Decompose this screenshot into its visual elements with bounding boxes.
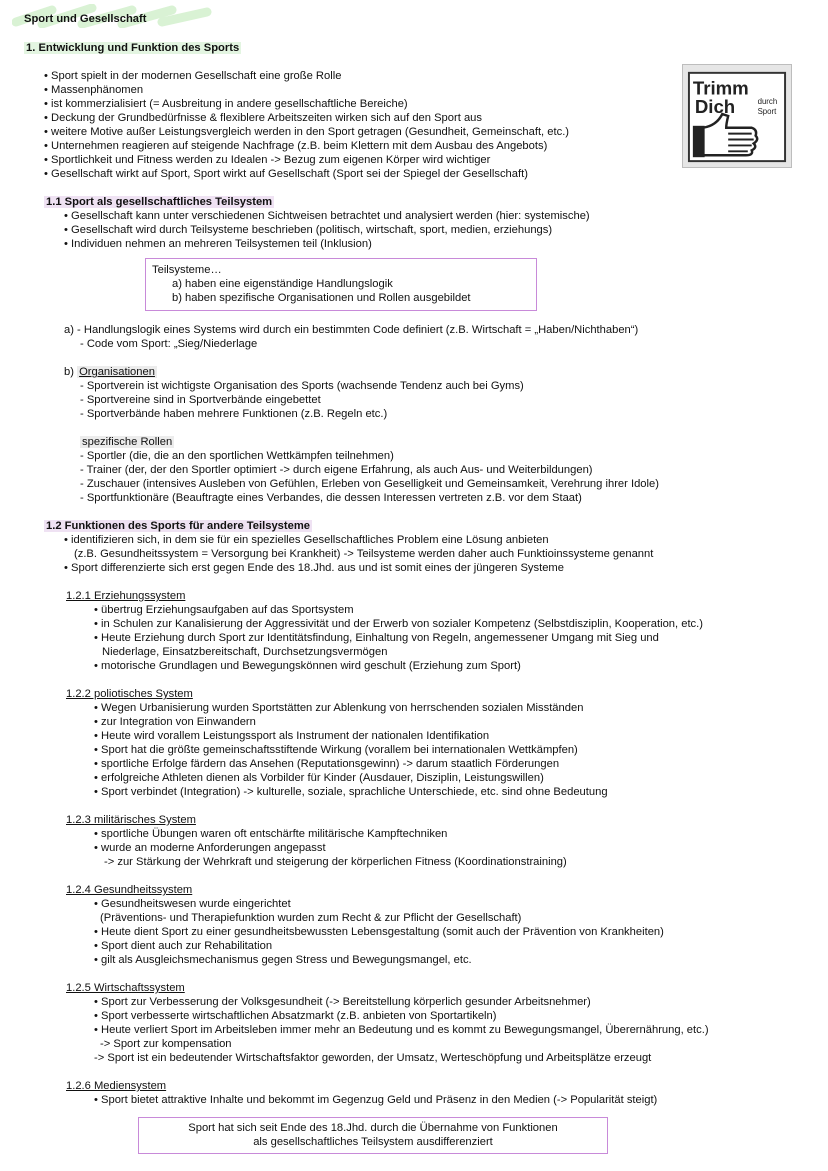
section-1-2-6-heading: 1.2.6 Mediensystem xyxy=(66,1080,167,1092)
section-1-1-heading xyxy=(44,195,274,209)
gesundheit-line: • Gesundheitswesen wurde eingerichtet xyxy=(94,898,291,910)
wirtschaft-line: -> Sport zur kompensation xyxy=(100,1038,232,1050)
section-1-1-bullet: • Gesellschaft wird durch Teilsysteme beschrieben (politisch, wirtschaft, sport, medien, erziehungs) xyxy=(64,224,553,236)
erziehung-line: • Heute Erziehung durch Sport zur Identitätsfindung, Einhaltung von Regeln, angemessener Umgang mit Sieg und xyxy=(94,632,659,644)
rolle-line: - Zuschauer (intensives Ausleben von Gefühlen, Erleben von Geselligkeit und Gemeinsamkeit, Verehrung ihrer Idole) xyxy=(80,478,659,490)
teilsysteme-box-line-b: b) haben spezifische Organisationen und Rollen ausgebildet xyxy=(172,292,471,304)
section-1-1-bullet: • Individuen nehmen an mehreren Teilsystemen teil (Inklusion) xyxy=(64,238,372,250)
section-1-bullet: • weitere Motive außer Leistungsvergleich werden in den Sport getragen (Gesundheit, Gemeinschaft, etc.) xyxy=(44,126,570,138)
gesundheit-line: • gilt als Ausgleichsmechanismus gegen Stress und Bewegungsmangel, etc. xyxy=(94,954,472,966)
rolle-line: - Sportfunktionäre (Beauftragte eines Verbandes, die dessen Interessen vertreten z.B. vor dem Staat) xyxy=(80,492,582,504)
section-1-2-1-heading: 1.2.1 Erziehungssystem xyxy=(66,590,186,602)
wirtschaft-line: • Sport verbesserte wirtschaftlichen Absatzmarkt (z.B. anbieten von Sportartikeln) xyxy=(94,1010,497,1022)
teilsysteme-box-line-a: a) haben eine eigenständige Handlungslogik xyxy=(172,278,393,290)
teilsysteme-box xyxy=(145,258,537,311)
rollen-heading-text: spezifische Rollen xyxy=(82,436,173,448)
erziehung-line: • übertrug Erziehungsaufgaben auf das Sportsystem xyxy=(94,604,354,616)
conclusion-line-2: als gesellschaftliches Teilsystem ausdifferenziert xyxy=(253,1136,493,1148)
politik-line: • erfolgreiche Athleten dienen als Vorbilder für Kinder (Ausdauer, Disziplin, Leistungswillen) xyxy=(94,772,544,784)
trimm-dich-logo xyxy=(682,64,792,168)
page-title: Sport und Gesellschaft xyxy=(24,13,147,25)
logo-word-1: Trimm xyxy=(692,77,749,99)
politik-line: • Wegen Urbanisierung wurden Sportstätten zur Ablenkung von herrschenden sozialen Misständen xyxy=(94,702,584,714)
handlungslogik-line: a) - Handlungslogik eines Systems wird durch ein bestimmten Code definiert (z.B. Wirtschaft = „Haben/Nichthaben“) xyxy=(64,324,639,336)
logo-word-2: Dich xyxy=(694,96,736,118)
section-1-1-bullet: • Gesellschaft kann unter verschiedenen Sichtweisen betrachtet und analysiert werden (hier: systemische) xyxy=(64,210,590,222)
section-1-heading xyxy=(24,41,241,55)
conclusion-box xyxy=(138,1117,608,1154)
section-1-heading-text: 1. Entwicklung und Funktion des Sports xyxy=(26,42,240,54)
wirtschaft-line: • Sport zur Verbesserung der Volksgesundheit (-> Bereitstellung körperlich gesunder Arbeitsnehmer) xyxy=(94,996,591,1008)
organisationen-heading-text: Organisationen xyxy=(79,366,155,378)
wirtschaft-line: • Heute verliert Sport im Arbeitsleben immer mehr an Bedeutung und es kommt zu Bewegungsmangel, Überernährung, etc.) xyxy=(94,1024,709,1036)
organisation-line: - Sportverein ist wichtigste Organisation des Sports (wachsende Tendenz auch bei Gyms) xyxy=(80,380,524,392)
gesundheit-line: • Heute dient Sport zu einer gesundheitsbewussten Lebensgestaltung (somit auch der Prävention von Krankheiten) xyxy=(94,926,664,938)
section-1-2-intro: • Sport differenzierte sich erst gegen Ende des 18.Jhd. aus und ist somit eines der jüngeren Systeme xyxy=(64,562,564,574)
organisation-line: - Sportverbände haben mehrere Funktionen (z.B. Regeln etc.) xyxy=(80,408,388,420)
militaer-line: -> zur Stärkung der Wehrkraft und steigerung der körperlichen Fitness (Koordinationstraining) xyxy=(104,856,567,868)
organisation-line: - Sportvereine sind in Sportverbände eingebettet xyxy=(80,394,321,406)
rolle-line: - Trainer (der, der den Sportler optimiert -> durch eigene Erfahrung, als auch Aus- und Weiterbildungen) xyxy=(80,464,593,476)
erziehung-line: • motorische Grundlagen und Bewegungskönnen wird geschult (Erziehung zum Sport) xyxy=(94,660,521,672)
organisationen-heading xyxy=(64,365,157,379)
section-1-2-5-heading: 1.2.5 Wirtschaftssystem xyxy=(66,982,185,994)
section-1-2-intro: • identifizieren sich, in dem sie für ein spezielles Gesellschaftliches Problem eine Lösung anbieten xyxy=(64,534,549,546)
logo-word-3: durch xyxy=(757,97,778,107)
medien-line: • Sport bietet attraktive Inhalte und bekommt im Gegenzug Geld und Präsenz in den Medien (-> Popularität steigt) xyxy=(94,1094,658,1106)
section-1-bullet: • Massenphänomen xyxy=(44,84,144,96)
section-1-2-2-heading: 1.2.2 poliotisches System xyxy=(66,688,193,700)
rollen-heading xyxy=(80,435,174,449)
militaer-line: • wurde an moderne Anforderungen angepasst xyxy=(94,842,326,854)
wirtschaft-line: -> Sport ist ein bedeutender Wirtschaftsfaktor geworden, der Umsatz, Werteschöpfung und Arbeitsplätze erzeugt xyxy=(94,1052,652,1064)
section-1-2-4-heading: 1.2.4 Gesundheitssystem xyxy=(66,884,193,896)
section-1-bullet: • ist kommerzialisiert (= Ausbreitung in andere gesellschaftliche Bereiche) xyxy=(44,98,408,110)
section-1-2-intro: (z.B. Gesundheitssystem = Versorgung bei Krankheit) -> Teilsysteme werden daher auch Funktioinssysteme genannt xyxy=(74,548,654,560)
section-1-2-heading xyxy=(44,519,312,533)
section-1-bullet: • Gesellschaft wirkt auf Sport, Sport wirkt auf Gesellschaft (Sport sei der Spiegel der Gesellschaft) xyxy=(44,168,528,180)
teilsysteme-box-title: Teilsysteme… xyxy=(152,264,222,276)
rolle-line: - Sportler (die, die an den sportlichen Wettkämpfen teilnehmen) xyxy=(80,450,394,462)
gesundheit-line: • Sport dient auch zur Rehabilitation xyxy=(94,940,273,952)
section-1-2-heading-text: 1.2 Funktionen des Sports für andere Teilsysteme xyxy=(46,520,311,532)
section-1-bullet: • Sport spielt in der modernen Gesellschaft eine große Rolle xyxy=(44,70,342,82)
logo-word-4: Sport xyxy=(757,107,777,117)
section-1-bullet: • Deckung der Grundbedürfnisse & flexiblere Arbeitszeiten wirken sich auf den Sport aus xyxy=(44,112,482,124)
section-1-bullet: • Sportlichkeit und Fitness werden zu Idealen -> Bezug zum eigenen Körper wird wichtiger xyxy=(44,154,491,166)
conclusion-line-1: Sport hat sich seit Ende des 18.Jhd. durch die Übernahme von Funktionen xyxy=(188,1122,558,1134)
militaer-line: • sportliche Übungen waren oft entschärfte militärische Kampftechniken xyxy=(94,828,448,840)
section-1-1-heading-text: 1.1 Sport als gesellschaftliches Teilsystem xyxy=(46,196,273,208)
gesundheit-line: (Präventions- und Therapiefunktion wurden zum Recht & zur Pflicht der Gesellschaft) xyxy=(100,912,522,924)
erziehung-line: • in Schulen zur Kanalisierung der Aggressivität und der Erwerb von sozialer Kompetenz (Selbstdisziplin, Kooperation, etc.) xyxy=(94,618,703,630)
thumbs-up-icon xyxy=(683,65,791,167)
politik-line: • Heute wird vorallem Leistungssport als Instrument der nationalen Identifikation xyxy=(94,730,490,742)
erziehung-line: Niederlage, Einsatzbereitschaft, Durchsetzungsvermögen xyxy=(102,646,388,658)
politik-line: • Sport hat die größte gemeinschaftsstiftende Wirkung (vorallem bei internationalen Wettkämpfen) xyxy=(94,744,578,756)
politik-line: • zur Integration von Einwandern xyxy=(94,716,256,728)
section-1-bullet: • Unternehmen reagieren auf steigende Nachfrage (z.B. beim Klettern mit dem Ausbau des Angebots) xyxy=(44,140,548,152)
section-1-2-3-heading: 1.2.3 militärisches System xyxy=(66,814,196,826)
organisationen-prefix: b) xyxy=(64,366,74,378)
handlungslogik-code-line: - Code vom Sport: „Sieg/Niederlage xyxy=(80,338,258,350)
politik-line: • Sport verbindet (Integration) -> kulturelle, soziale, sprachliche Unterschiede, etc. sind ohne Bedeutung xyxy=(94,786,608,798)
politik-line: • sportliche Erfolge färdern das Ansehen (Reputationsgewinn) -> darum staatlich Förderungen xyxy=(94,758,560,770)
